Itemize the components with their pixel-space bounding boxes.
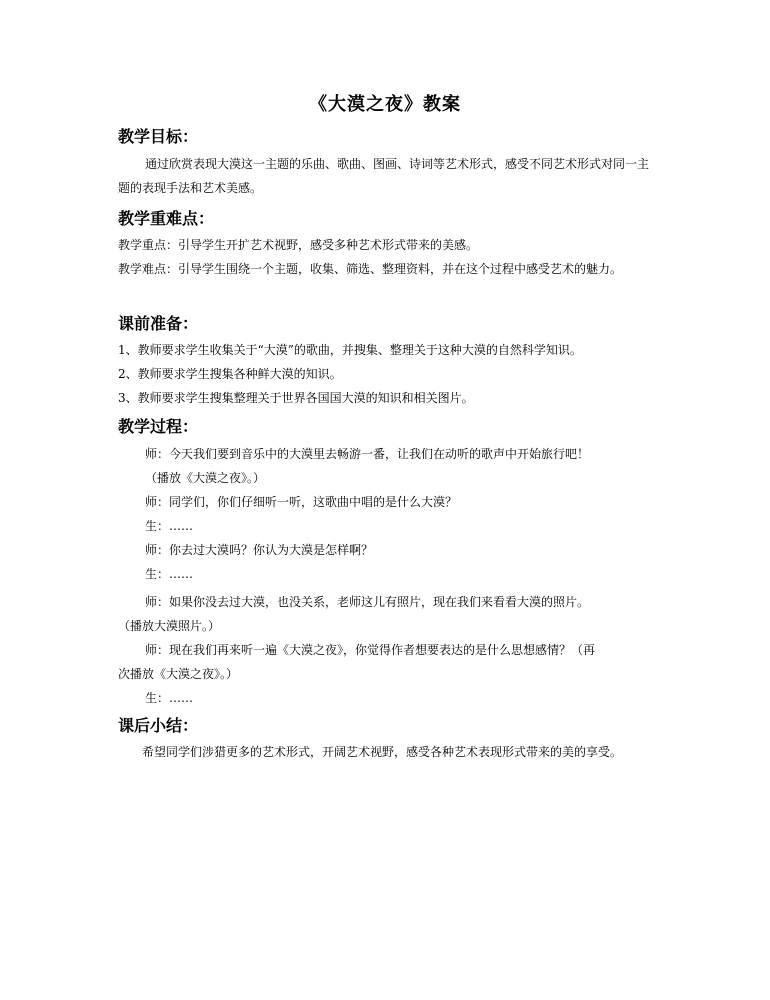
process-line: 次播放《大漠之夜》。） [118,667,239,681]
goals-heading: 教学目标： [118,127,199,146]
process-line: 师：你去过大漠吗？你认为大漠是怎样啊？ [145,543,374,557]
goals-text: 通过欣赏表现大漠这一主题的乐曲、歌曲、图画、诗词等艺术形式，感受不同艺术形式对同一主题的表现手法和艺术美感。 [118,157,650,195]
process-line: 生：…… [145,691,194,705]
document-title: 《大漠之夜》教案 [309,94,461,115]
preparation-item: 3、教师要求学生搜集整理关于世界各国国大漠的知识和相关图片。 [118,391,474,405]
key-points-heading: 教学重难点： [118,209,215,228]
process-line: （播放《大漠之夜》。） [145,471,266,485]
process-line: 师：今天我们要到音乐中的大漠里去畅游一番，让我们在动听的歌声中开始旅行吧！ [145,447,590,461]
process-line: （播放大漠照片。） [118,619,221,633]
key-points-difficulty: 教学难点：引导学生围绕一个主题，收集、筛选、整理资料，并在这个过程中感受艺术的魅力。 [118,262,623,276]
process-heading: 教学过程： [118,417,199,436]
preparation-item: 1、教师要求学生收集关于“大漠”的歌曲，并搜集、整理关于这种大漠的自然科学知识。 [118,343,582,357]
process-line: 生：…… [145,567,194,581]
process-line: 师：现在我们再来听一遍《大漠之夜》，你觉得作者想要表达的是什么思想感情？（再 [145,643,596,657]
process-line: 师：同学们，你们仔细听一听，这歌曲中唱的是什么大漠？ [145,495,458,509]
summary-text: 希望同学们涉猎更多的艺术形式，开阔艺术视野，感受各种艺术表现形式带来的美的享受。 [142,745,623,759]
process-line: 生：…… [145,519,194,533]
preparation-item: 2、教师要求学生搜集各种鲜大漠的知识。 [118,367,342,381]
summary-heading: 课后小结： [118,716,199,735]
process-line: 师：如果你没去过大漠，也没关系，老师这儿有照片，现在我们来看看大漠的照片。 [145,595,590,609]
key-points-focus: 教学重点：引导学生开扩艺术视野，感受多种艺术形式带来的美感。 [118,238,479,252]
preparation-heading: 课前准备： [118,314,199,333]
